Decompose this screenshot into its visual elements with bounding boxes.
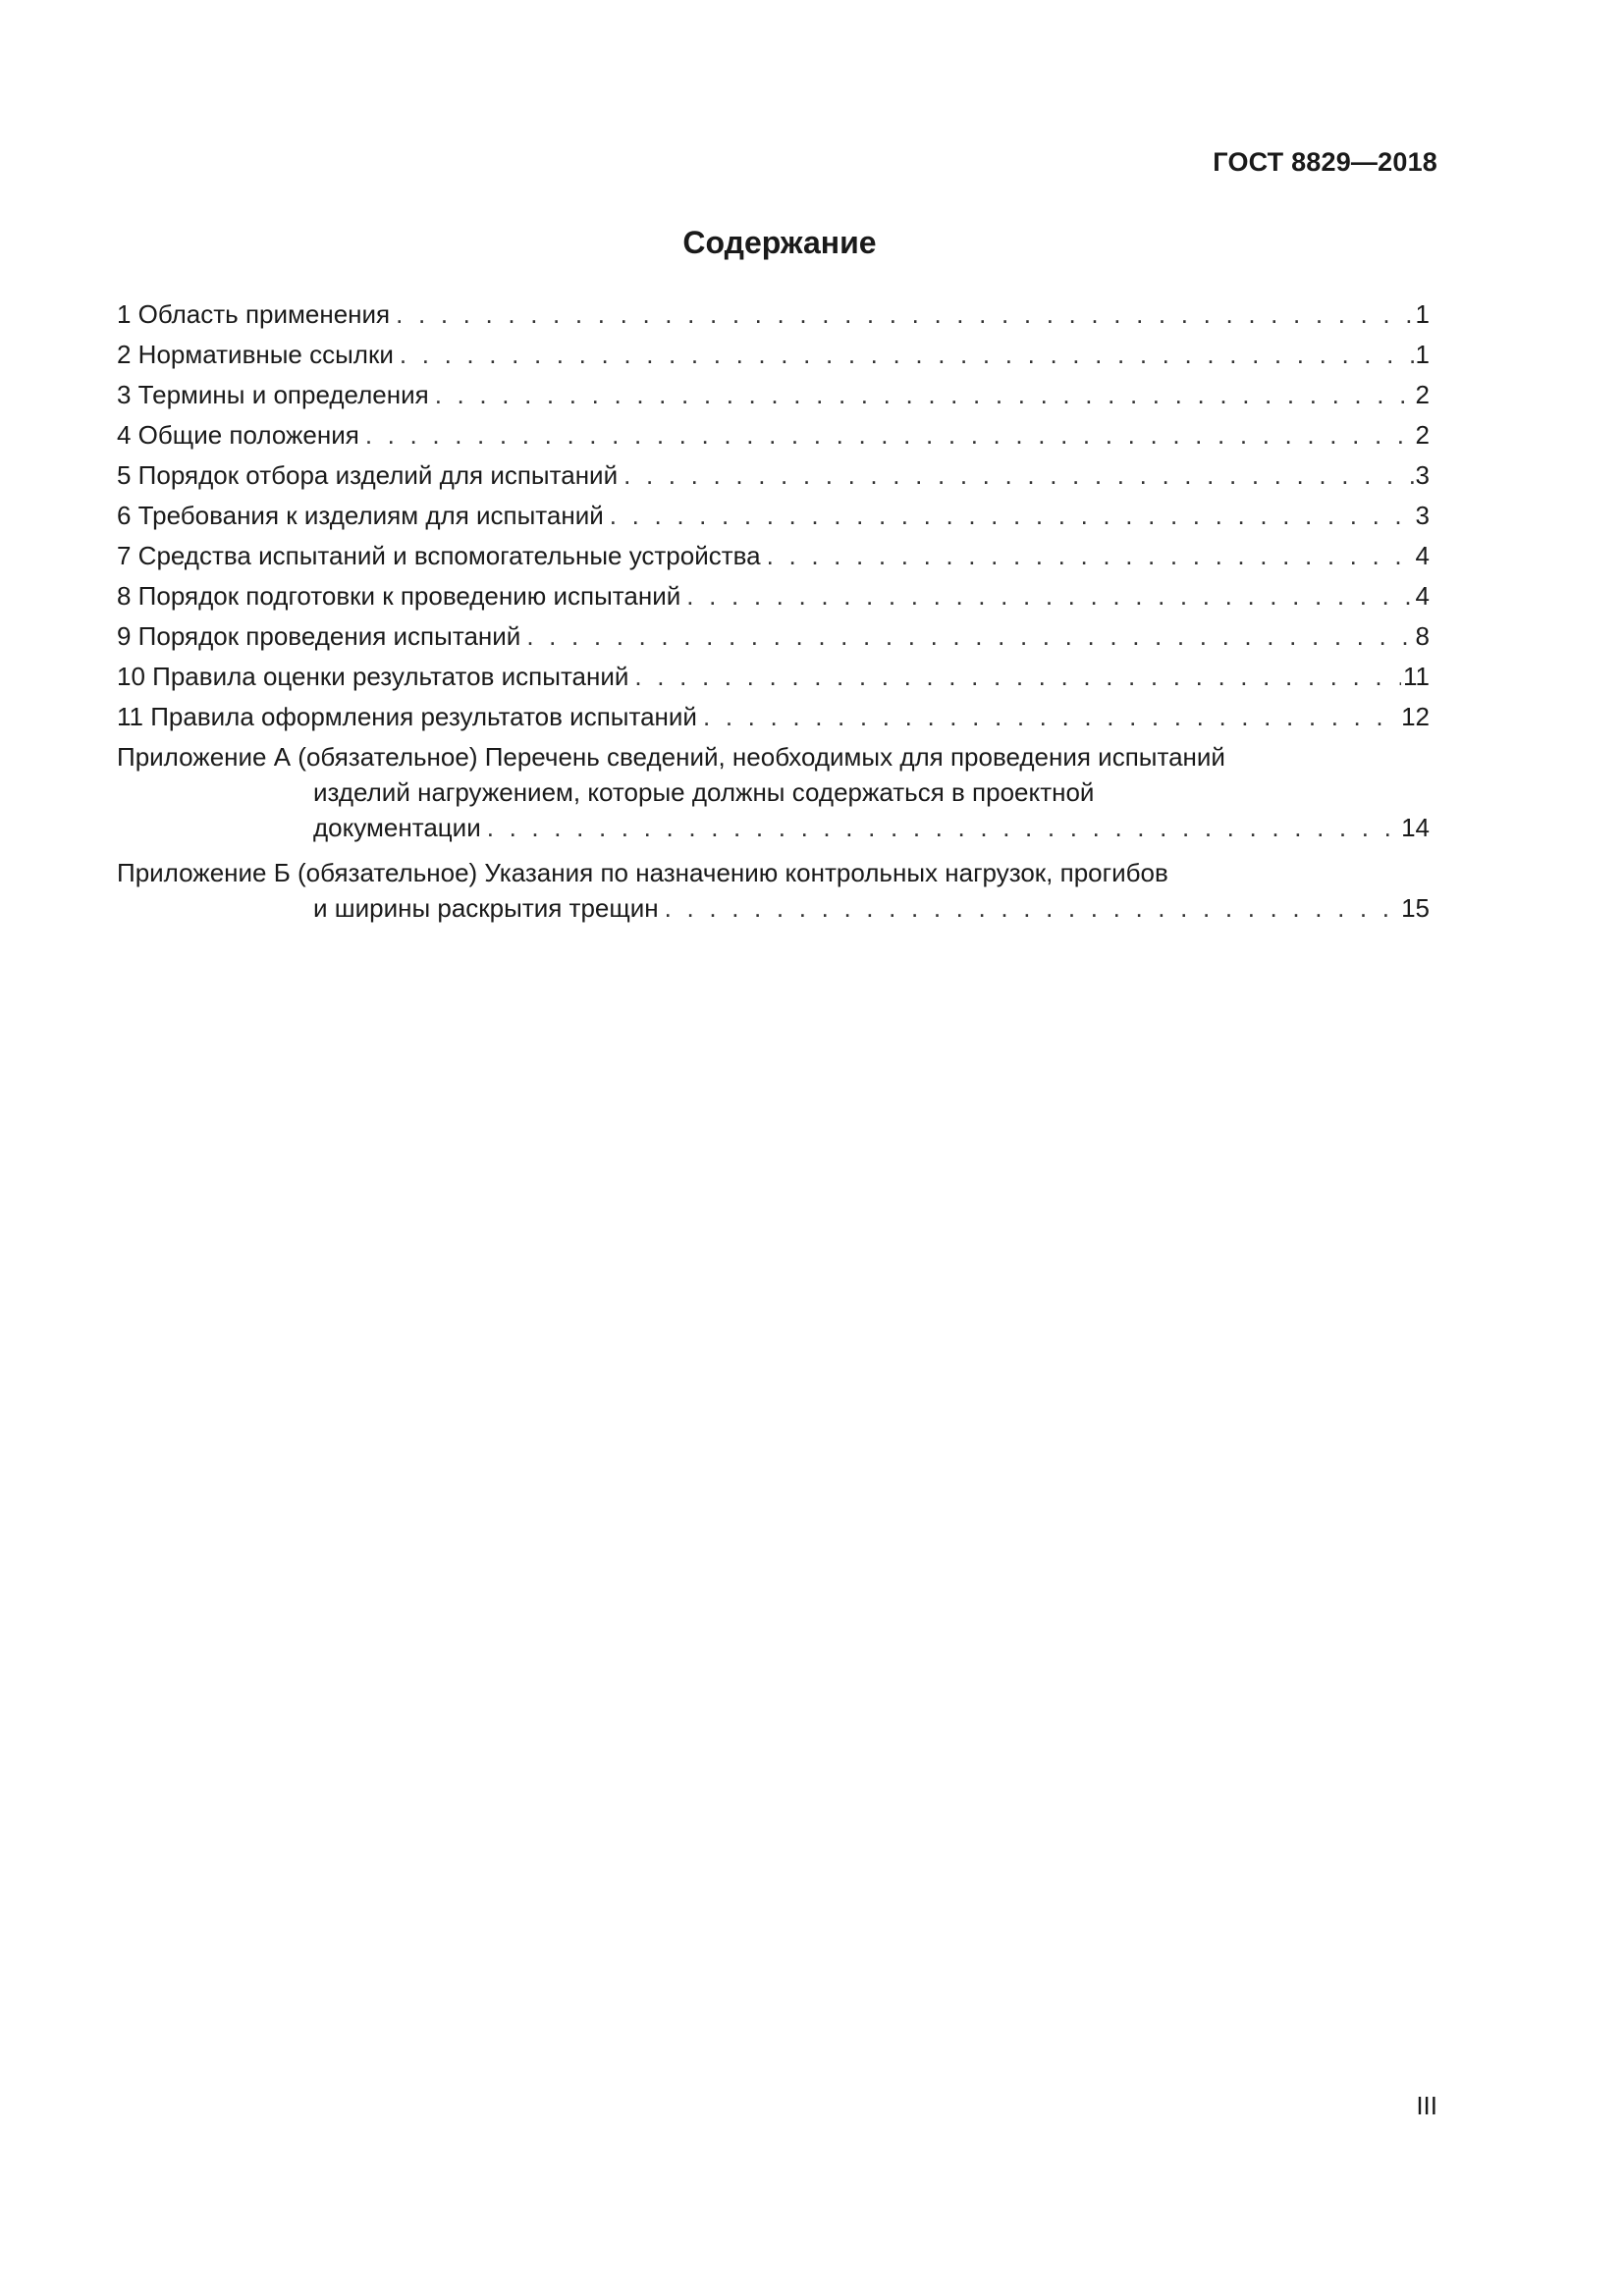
toc-entry-8[interactable] — [117, 576, 1430, 616]
table-of-contents — [117, 294, 1430, 926]
page-number: III — [1416, 2091, 1437, 2120]
dot-leader — [610, 496, 1414, 536]
toc-entry-10[interactable] — [117, 657, 1430, 697]
appendix-title-line: изделий нагружением, которые должны содержаться в проектной — [313, 777, 1095, 807]
appendix-title-line: документации — [313, 813, 481, 842]
dot-leader — [435, 375, 1414, 415]
toc-entry-11[interactable] — [117, 697, 1430, 737]
toc-entry-page: 1 — [1415, 340, 1430, 369]
toc-entry-label: 4 Общие положения — [117, 420, 359, 450]
toc-appendix-b[interactable] — [117, 855, 1430, 926]
dot-leader — [634, 657, 1401, 697]
toc-entry-5[interactable] — [117, 455, 1430, 496]
appendix-title-line: и ширины раскрытия трещин — [313, 893, 659, 923]
appendix-title-line: Приложение Б (обязательное) Указания по назначению контрольных нагрузок, прогибов — [117, 858, 1168, 887]
toc-entry-page: 4 — [1415, 581, 1430, 611]
toc-entry-label: 7 Средства испытаний и вспомогательные устройства — [117, 541, 761, 570]
toc-entry-page: 15 — [1401, 893, 1430, 923]
toc-entry-page: 4 — [1415, 541, 1430, 570]
toc-entry-page: 12 — [1401, 702, 1430, 731]
dot-leader — [767, 536, 1414, 576]
dot-leader — [665, 890, 1399, 926]
toc-appendix-a[interactable] — [117, 739, 1430, 845]
toc-entry-4[interactable] — [117, 415, 1430, 455]
dot-leader — [526, 616, 1413, 657]
toc-entry-label: 6 Требования к изделиям для испытаний — [117, 501, 604, 530]
toc-entry-9[interactable] — [117, 616, 1430, 657]
toc-entry-page: 2 — [1415, 380, 1430, 409]
dot-leader — [396, 294, 1413, 335]
toc-entry-label: 1 Область применения — [117, 299, 391, 329]
toc-entry-6[interactable] — [117, 496, 1430, 536]
dot-leader — [623, 455, 1413, 496]
toc-entry-label: 3 Термины и определения — [117, 380, 429, 409]
toc-entry-3[interactable] — [117, 375, 1430, 415]
appendix-title-line: Приложение А (обязательное) Перечень сведений, необходимых для проведения испытаний — [117, 742, 1225, 772]
toc-entry-page: 3 — [1415, 501, 1430, 530]
dot-leader — [686, 576, 1413, 616]
toc-entry-label: 8 Порядок подготовки к проведению испытаний — [117, 581, 681, 611]
toc-entry-label: 2 Нормативные ссылки — [117, 340, 394, 369]
toc-entry-page: 8 — [1415, 621, 1430, 651]
appendix-last-line — [117, 890, 1430, 926]
toc-entry-page: 1 — [1415, 299, 1430, 329]
dot-leader — [400, 335, 1414, 375]
toc-entry-1[interactable] — [117, 294, 1430, 335]
toc-entry-page: 11 — [1403, 662, 1430, 691]
toc-entry-7[interactable] — [117, 536, 1430, 576]
appendix-last-line — [117, 810, 1430, 845]
toc-entry-label: 10 Правила оценки результатов испытаний — [117, 662, 629, 691]
toc-entry-2[interactable] — [117, 335, 1430, 375]
toc-entry-page: 3 — [1415, 460, 1430, 490]
dot-leader — [365, 415, 1414, 455]
toc-title: Содержание — [682, 225, 877, 260]
dot-leader — [487, 810, 1399, 845]
toc-entry-label: 9 Порядок проведения испытаний — [117, 621, 521, 651]
toc-entry-page: 2 — [1415, 420, 1430, 450]
document-code: ГОСТ 8829—2018 — [1213, 147, 1437, 177]
toc-entry-page: 14 — [1401, 813, 1430, 842]
toc-entry-label: 5 Порядок отбора изделий для испытаний — [117, 460, 619, 490]
toc-entry-label: 11 Правила оформления результатов испытаний — [117, 702, 697, 731]
dot-leader — [703, 697, 1399, 737]
